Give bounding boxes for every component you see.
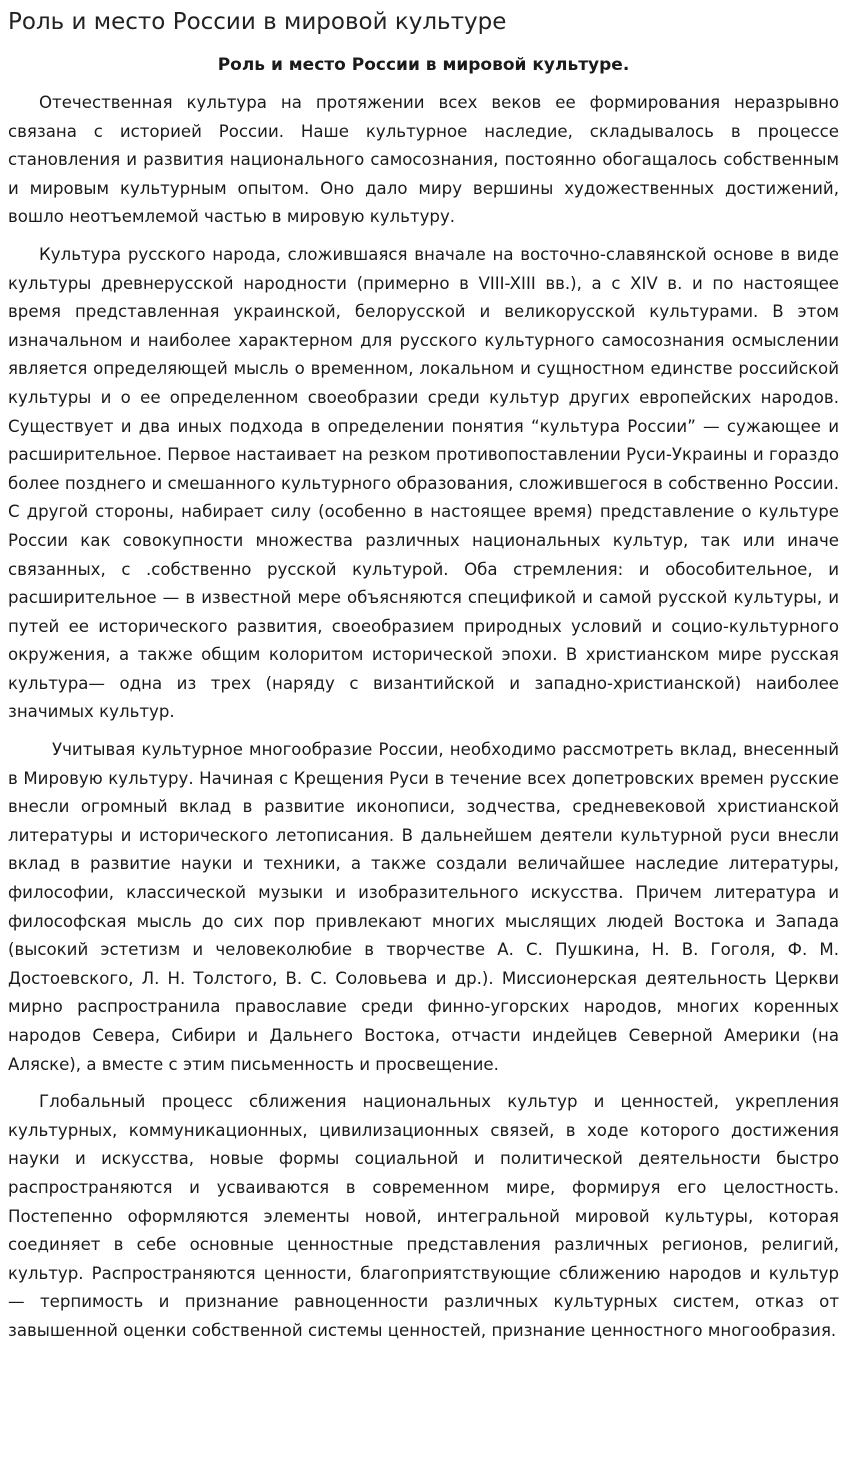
article-heading: Роль и место России в мировой культуре. [217, 55, 630, 75]
article-paragraph-3: Учитывая культурное многообразие России, необходимо рассмотреть вклад, внесенный в Мировую культуру. Начиная с Крещения Руси в течение всех допетровских времен русские внесли огромный вклад в развитие иконописи, зодчества, средневековой христианской литературы и исторического летописания. В дальнейшем деятели культурной руси внесли вклад в развитие науки и техники, а также создали величайшее наследие литературы, философии, классической музыки и изобразительного искусства. Причем литература и философская мысль до сих пор привлекают многих мыслящих людей Востока и Запада (высокий эстетизм и человеколюбие в творчестве А. С. Пушкина, Н. В. Гоголя, Ф. М. Достоевского, Л. Н. Толстого, В. С. Соловьева и др.). Миссионерская деятельность Церкви мирно распространила православие среди финно-угорских народов, многих коренных народов Севера, Сибири и Дальнего Востока, отчасти индейцев Северной Америки (на Аляске), а вместе с этим письменность и просвещение. [8, 740, 839, 1074]
article-paragraph-2: Культура русского народа, сложившаяся вначале на восточно-славянской основе в виде культуры древнерусской народности (примерно в VIII-XIII вв.), а с XIV в. и по настоящее время представленная украинской, белорусской и великорусской культурами. В этом изначальном и наиболее характерном для русского культурного самосознания осмыслении является определяющей мысль о временном, локальном и сущностном единстве российской культуры и о ее определенном своеобразии среди культур других европейских народов. Существует и два иных подхода в определении понятия “культура России” — сужающее и расширительное. Первое настаивает на резком противопоставлении Руси-Украины и гораздо более позднего и смешанного культурного образования, сложившегося в собственно России. С другой стороны, набирает силу (особенно в настоящее время) представление о культуре России как совокупности множества различных национальных культур, так или иначе связанных, с .собственно русской культурой. Оба стремления: и обособительное, и расширительное — в известной мере объясняются спецификой и самой русской культуры, и путей ее исторического развития, своеобразием природных условий и социо-культурного окружения, а также общим колоритом исторической эпохи. В христианском мире русская культура— одна из трех (наряду с византийской и западно-христианской) наиболее значимых культур. [8, 244, 839, 722]
article-paragraph-4: Глобальный процесс сближения национальных культур и ценностей, укрепления культурных, коммуникационных, цивилизационных связей, в ходе которого достижения науки и искусства, новые формы социальной и политической деятельности быстро распространяются и усваиваются в современном мире, формируя его целостность. Постепенно оформляются элементы новой, интегральной мировой культуры, которая соединяет в себе основные ценностные представления различных регионов, религий, культур. Распространяются ценности, благоприятствующие сближению народов и культур — терпимость и признание равноценности различных культурных систем, отказ от завышенной оценки собственной системы ценностей, признание ценностного многообразия. [8, 1092, 839, 1340]
page-title: Роль и место России в мировой культуре [8, 9, 507, 35]
document-page [8, 0, 839, 1346]
article-paragraph-1: Отечественная культура на протяжении всех веков ее формирования неразрывно связана с историей России. Наше культурное наследие, складывалось в процессе становления и развития национального самосознания, постоянно обогащалось собственным и мировым культурным опытом. Оно дало миру вершины художественных достижений, вошло неотъемлемой частью в мировую культуру. [8, 93, 839, 227]
